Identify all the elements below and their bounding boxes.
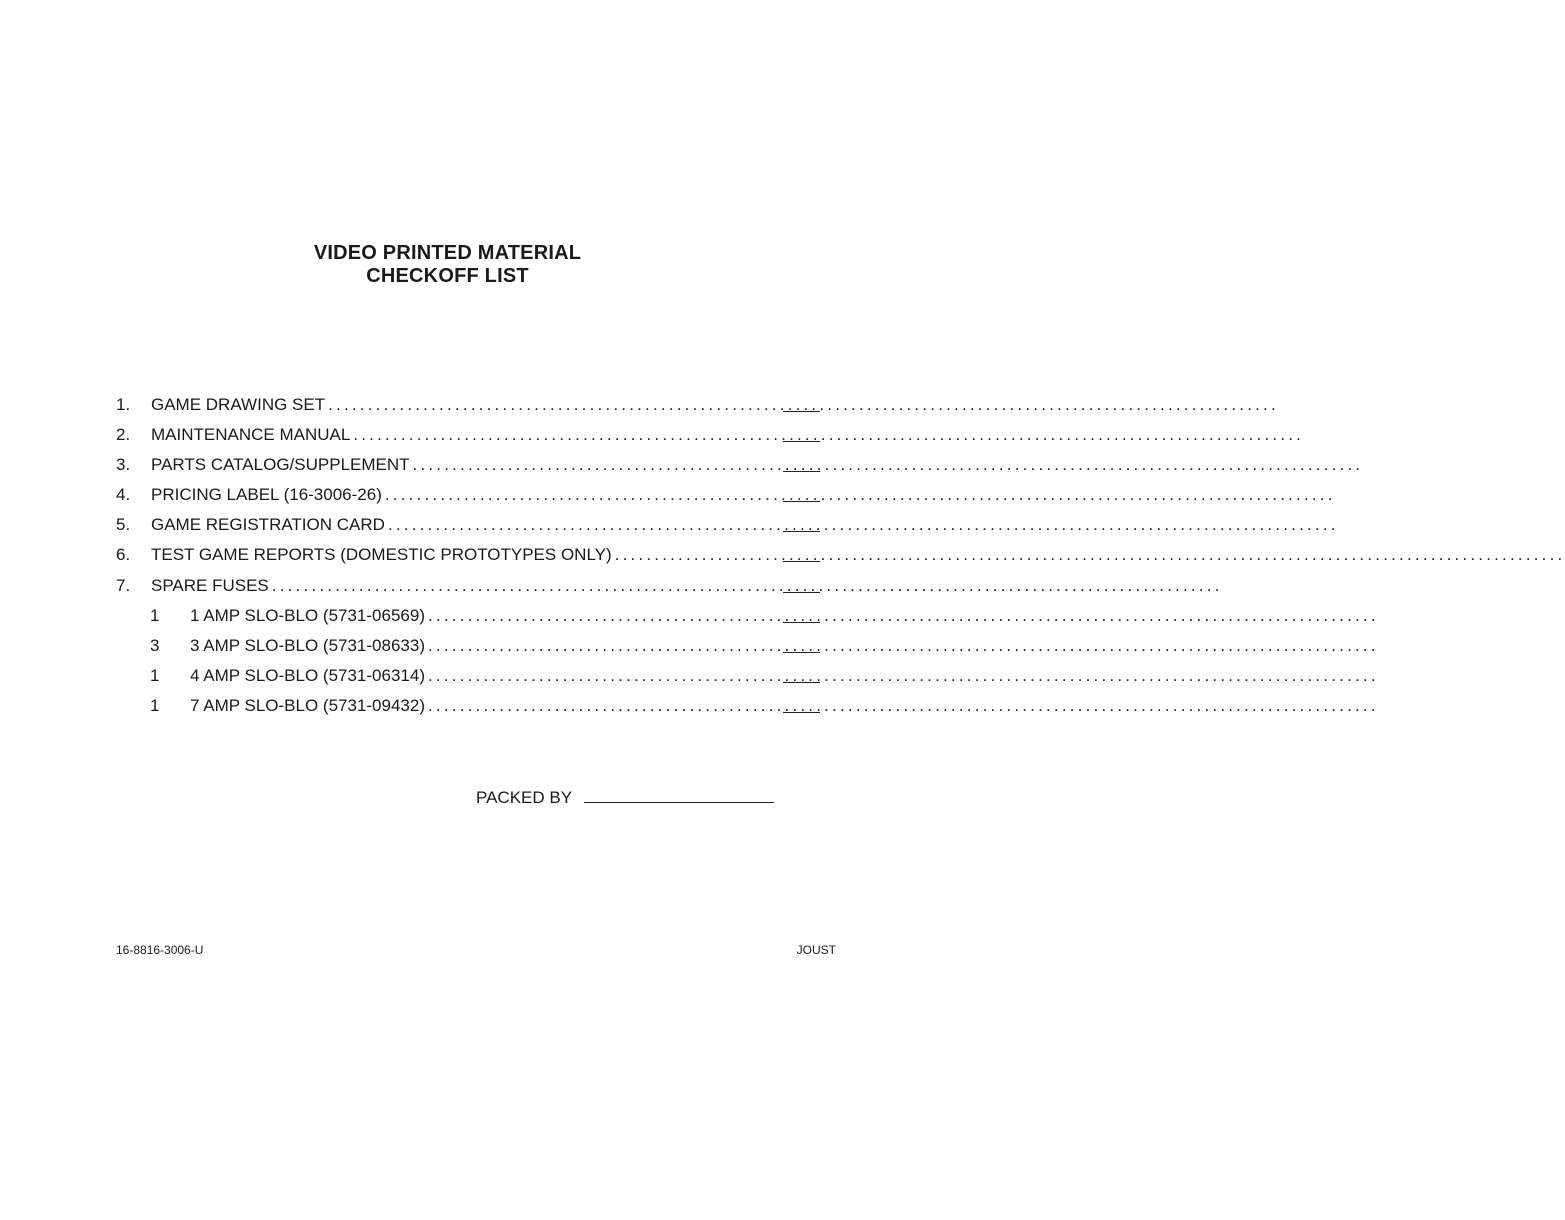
item-label: PRICING LABEL (16-3006-26) <box>151 485 382 504</box>
fuse-quantity: 1 <box>150 666 160 685</box>
dot-leader: ........................................................................................................................ <box>271 576 1223 595</box>
checklist-item <box>116 425 1305 447</box>
checklist-item <box>116 395 1279 417</box>
item-number: 7. <box>116 576 131 595</box>
check-blank[interactable] <box>783 531 820 532</box>
packed-by-signature-line[interactable] <box>584 788 774 803</box>
title-line-2: CHECKOFF LIST <box>366 265 529 287</box>
item-label: MAINTENANCE MANUAL <box>151 425 351 444</box>
checklist-item <box>116 485 1336 507</box>
document-number: 16-8816-3006-U <box>116 943 204 957</box>
fuse-item <box>150 666 1379 688</box>
packed-by-label: PACKED BY <box>476 788 573 807</box>
checklist-item <box>116 545 1565 567</box>
check-blank[interactable] <box>783 411 820 412</box>
item-label: GAME REGISTRATION CARD <box>151 515 385 534</box>
item-label: SPARE FUSES <box>151 576 269 595</box>
dot-leader: ........................................................................................................................ <box>428 606 1379 625</box>
check-blank[interactable] <box>783 592 820 593</box>
check-blank[interactable] <box>783 682 820 683</box>
item-number: 3. <box>116 455 131 474</box>
item-number: 1. <box>116 395 131 414</box>
fuse-quantity: 1 <box>150 696 160 715</box>
fuse-quantity: 1 <box>150 606 160 625</box>
dot-leader: ........................................................................................................................ <box>428 636 1379 655</box>
game-name: JOUST <box>796 943 836 957</box>
dot-leader: ........................................................................................................................ <box>353 425 1305 444</box>
fuse-item <box>150 636 1379 658</box>
check-blank[interactable] <box>783 441 820 442</box>
check-blank[interactable] <box>783 652 820 653</box>
dot-leader: ........................................................................................................................ <box>614 545 1565 564</box>
title-line-1: VIDEO PRINTED MATERIAL <box>313 242 582 264</box>
fuse-label: 7 AMP SLO-BLO (5731-09432) <box>190 696 425 715</box>
dot-leader: ........................................................................................................................ <box>412 455 1364 474</box>
fuse-quantity: 3 <box>150 636 160 655</box>
dot-leader: ........................................................................................................................ <box>387 515 1339 534</box>
checklist-item <box>116 455 1364 477</box>
check-blank[interactable] <box>783 501 820 502</box>
check-blank[interactable] <box>783 471 820 472</box>
item-number: 5. <box>116 515 131 534</box>
item-number: 6. <box>116 545 131 564</box>
item-number: 4. <box>116 485 131 504</box>
check-blank[interactable] <box>783 561 820 562</box>
fuse-label: 4 AMP SLO-BLO (5731-06314) <box>190 666 425 685</box>
fuse-label: 3 AMP SLO-BLO (5731-08633) <box>190 636 425 655</box>
fuse-label: 1 AMP SLO-BLO (5731-06569) <box>190 606 425 625</box>
check-blank[interactable] <box>783 712 820 713</box>
dot-leader: ........................................................................................................................ <box>328 395 1279 414</box>
dot-leader: ........................................................................................................................ <box>428 666 1379 685</box>
item-label: PARTS CATALOG/SUPPLEMENT <box>151 455 410 474</box>
checklist-item <box>116 515 1339 537</box>
check-blank[interactable] <box>783 622 820 623</box>
packed-by <box>476 788 774 808</box>
fuse-item <box>150 606 1379 628</box>
dot-leader: ........................................................................................................................ <box>384 485 1336 504</box>
item-number: 2. <box>116 425 131 444</box>
fuse-item <box>150 696 1379 718</box>
item-label: TEST GAME REPORTS (DOMESTIC PROTOTYPES ONLY) <box>151 545 612 564</box>
dot-leader: ........................................................................................................................ <box>428 696 1379 715</box>
checklist-item <box>116 576 1223 598</box>
item-label: GAME DRAWING SET <box>151 395 326 414</box>
